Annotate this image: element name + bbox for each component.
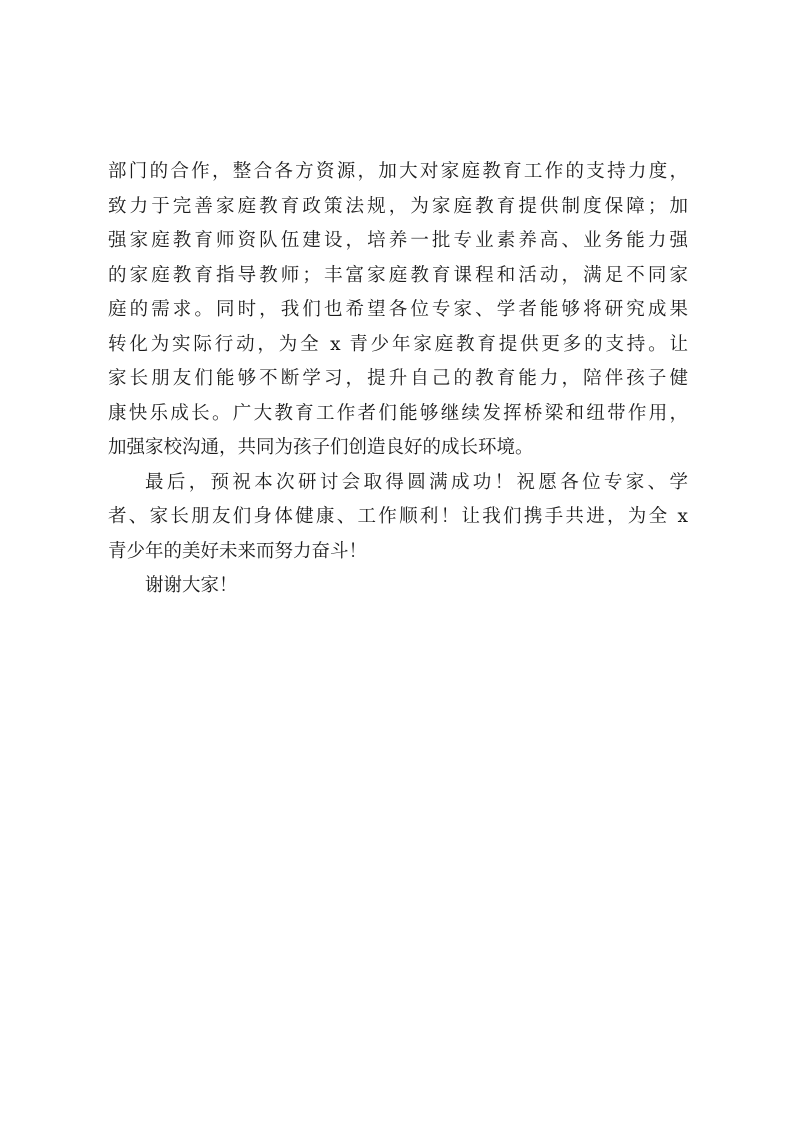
paragraph-line: 康快乐成长。广大教育工作者们能够继续发挥桥梁和纽带作用，	[108, 402, 688, 424]
paragraph-line: 者、家长朋友们身体健康、工作顺利！让我们携手共进，为全 x	[108, 506, 688, 527]
paragraph-line: 家长朋友们能够不断学习，提升自己的教育能力，陪伴孩子健	[108, 368, 688, 389]
paragraph-line: 强家庭教育师资队伍建设，培养一批专业素养高、业务能力强	[108, 230, 688, 251]
paragraph-line: 青少年的美好未来而努力奋斗！	[108, 540, 368, 562]
paragraph-line: 庭的需求。同时，我们也希望各位专家、学者能够将研究成果	[108, 299, 688, 320]
paragraph-line: 的家庭教育指导教师；丰富家庭教育课程和活动，满足不同家	[108, 264, 688, 286]
paragraph-line: 部门的合作，整合各方资源，加大对家庭教育工作的支持力度，	[108, 161, 688, 182]
closing-line: 谢谢大家！	[145, 575, 238, 596]
paragraph-line: 转化为实际行动，为全 x 青少年家庭教育提供更多的支持。让	[108, 333, 688, 355]
paragraph-line: 最后，预祝本次研讨会取得圆满成功！祝愿各位专家、学	[145, 471, 688, 493]
paragraph-line: 加强家校沟通，共同为孩子们创造良好的成长环境。	[108, 437, 534, 458]
document-body	[108, 155, 688, 604]
paragraph-line: 致力于完善家庭教育政策法规，为家庭教育提供制度保障；加	[108, 195, 688, 217]
